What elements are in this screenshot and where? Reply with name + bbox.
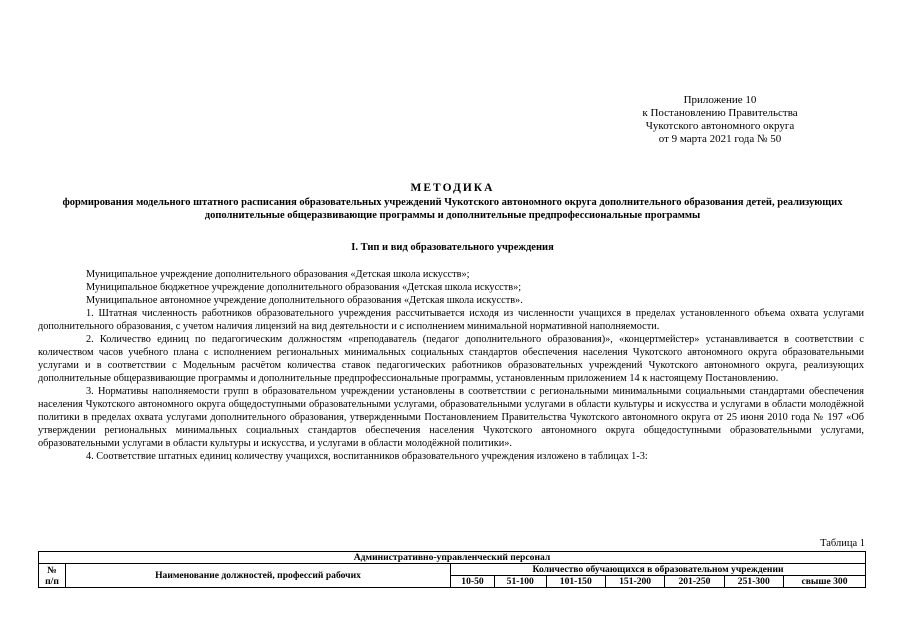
document-subtitle: формирования модельного штатного расписания образовательных учреждений Чукотского автономного округа дополнительного образования детей, реализующих дополнительные общеразвивающие программы и дополнительные предпрофессиональные программы [62,197,843,221]
table-header-range: 151-200 [605,576,664,588]
table-group-header: Административно-управленческий персонал [39,552,866,564]
table-header-range: 251-300 [724,576,783,588]
appendix-line: от 9 марта 2021 года № 50 [658,133,782,145]
section-heading: I. Тип и вид образовательного учреждения [351,242,554,253]
paragraph: 2. Количество единиц по педагогическим должностям «преподаватель (педагог дополнительного образования)», «концертмейстер» устанавливается в соответствии с количеством часов учебного плана с исполнением региональных минимальных социальных стандартов обеспечения населения Чукотского автономного округа образовательными услугами и в соответствии с Модельным расчётом количества ставок педагогических работников образовательных учреждений Чукотского автономного округа, реализующих дополнительные общеразвивающие программы и дополнительные предпрофессиональные программы, установленным приложением 14 к настоящему Постановлению. [38,334,864,384]
paragraph: Муниципальное бюджетное учреждение дополнительного образования «Детская школа искусств»; [86,282,522,293]
table-caption: Таблица 1 [820,538,865,549]
table-header-range: 101-150 [546,576,605,588]
paragraph: Муниципальное учреждение дополнительного образования «Детская школа искусств»; [86,269,470,280]
staff-table [38,551,866,588]
appendix-reference [600,94,840,146]
table-header-num-line: п/п [45,575,59,587]
table-header-num [39,564,66,588]
table-header-range: 51-100 [494,576,546,588]
table-row [39,564,866,576]
document-title: МЕТОДИКА [410,182,495,194]
appendix-line: Чукотского автономного округа [645,120,795,132]
paragraph: 4. Соответствие штатных единиц количеству учащихся, воспитанников образовательного учреждения изложено в таблицах 1-3: [86,451,648,462]
paragraph: 1. Штатная численность работников образовательного учреждения рассчитывается исходя из численности учащихся в пределах установленного объема охвата услугами дополнительного образования, с учетом наличия лицензий на вид деятельности и с исполнением минимальной нормативной наполняемости. [38,308,864,332]
table-header-range: 10-50 [451,576,495,588]
appendix-line: Приложение 10 [683,94,757,106]
table-header-range: свыше 300 [783,576,865,588]
table-header-count: Количество обучающихся в образовательном учреждении [451,564,866,576]
document-body [38,268,864,463]
table-header-position: Наименование должностей, профессий рабочих [66,564,451,588]
table-header-num-line: № [47,564,57,576]
table-row [39,552,866,564]
paragraph: 3. Нормативы наполняемости групп в образовательном учреждении установлены в соответствии с региональными минимальными социальными стандартами обеспечения населения Чукотского автономного округа общедоступными образовательными услугами, образовательными услугами в области культуры и искусства и услугами в области молодёжной политики в пределах охвата услугами дополнительного образования, утвержденными Постановлением Правительства Чукотского автономного округа от 25 июня 2010 года № 197 «Об утверждении региональных минимальных социальных стандартов обеспечения населения Чукотского автономного округа общедоступными образовательными услугами, образовательными услугами в области культуры и искусства, и услугами в области молодёжной политики». [38,386,864,449]
paragraph: Муниципальное автономное учреждение дополнительного образования «Детская школа искусств». [86,295,523,306]
table-header-range: 201-250 [665,576,724,588]
appendix-line: к Постановлению Правительства [642,107,798,119]
